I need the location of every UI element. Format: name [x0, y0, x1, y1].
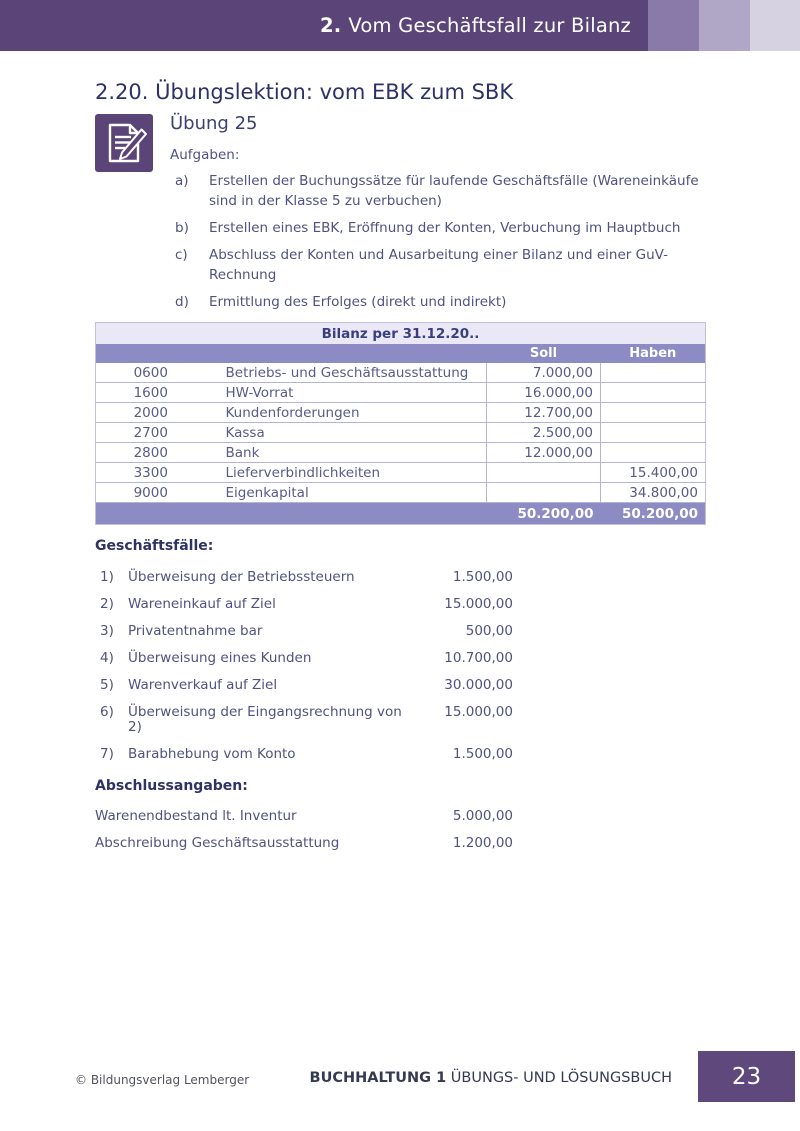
- haben-value: [601, 383, 706, 403]
- page-number-box: [698, 1051, 795, 1102]
- case-number: 7): [100, 746, 114, 762]
- haben-value: 15.400,00: [601, 463, 706, 483]
- haben-value: 34.800,00: [601, 483, 706, 503]
- case-number: 2): [100, 596, 114, 612]
- account-code: 0600: [96, 363, 206, 383]
- band-decor-segment-1: [648, 0, 699, 51]
- header-cell-haben: Haben: [601, 344, 706, 363]
- band-decor-segment-2: [699, 0, 750, 51]
- haben-value: [601, 363, 706, 383]
- account-name: Bank: [206, 443, 487, 463]
- task-label: d): [175, 294, 189, 310]
- account-name: HW-Vorrat: [206, 383, 487, 403]
- task-line: Abschluss der Konten und Ausarbeitung einer Bilanz und einer GuV-: [209, 247, 668, 263]
- task-list: [175, 171, 710, 319]
- section-title: 2.20. Übungslektion: vom EBK zum SBK: [95, 80, 514, 104]
- closing-amount: 1.200,00: [452, 835, 513, 851]
- case-text: Privatentnahme bar: [128, 623, 263, 639]
- copyright-text: © Bildungsverlag Lemberger: [75, 1073, 250, 1087]
- soll-value: [487, 463, 601, 483]
- case-text: Warenverkauf auf Ziel: [128, 677, 278, 693]
- list-item: [95, 678, 513, 693]
- case-amount: 1.500,00: [452, 746, 513, 762]
- total-empty-name: [206, 503, 487, 525]
- list-item: [95, 570, 513, 585]
- account-code: 3300: [96, 463, 206, 483]
- case-number: 5): [100, 677, 114, 693]
- chapter-title: Vom Geschäftsfall zur Bilanz: [348, 14, 631, 37]
- total-empty-code: [96, 503, 206, 525]
- soll-value: 12.000,00: [487, 443, 601, 463]
- task-text: [209, 292, 506, 312]
- chapter-header-band: [0, 0, 800, 51]
- case-text: Überweisung der Eingangsrechnung von 2): [128, 704, 402, 735]
- page-number: 23: [731, 1063, 762, 1090]
- haben-value: [601, 403, 706, 423]
- list-item: [95, 836, 513, 851]
- account-code: 2800: [96, 443, 206, 463]
- soll-value: [487, 483, 601, 503]
- account-name: Kundenforderungen: [206, 403, 487, 423]
- table-title-row: [96, 323, 706, 345]
- case-amount: 15.000,00: [444, 596, 513, 612]
- list-item: [175, 171, 710, 211]
- business-cases-heading: Geschäftsfälle:: [95, 538, 214, 554]
- case-amount: 30.000,00: [444, 677, 513, 693]
- total-haben: 50.200,00: [601, 503, 706, 525]
- table-header-row: [96, 344, 706, 363]
- account-name: Betriebs- und Geschäftsausstattung: [206, 363, 487, 383]
- soll-value: 2.500,00: [487, 423, 601, 443]
- case-number: 3): [100, 623, 114, 639]
- business-cases-section: [95, 538, 513, 774]
- case-text: Überweisung eines Kunden: [128, 650, 312, 666]
- list-item: [175, 245, 710, 285]
- book-title: [310, 1070, 672, 1086]
- task-line: Ermittlung des Erfolges (direkt und indirekt): [209, 294, 507, 310]
- closing-text: Abschreibung Geschäftsausstattung: [95, 835, 340, 851]
- header-cell-soll: Soll: [487, 344, 601, 363]
- closing-data-heading: Abschlussangaben:: [95, 778, 248, 794]
- case-text: Wareneinkauf auf Ziel: [128, 596, 276, 612]
- haben-value: [601, 443, 706, 463]
- table-row: [96, 463, 706, 483]
- task-text: [209, 218, 680, 238]
- account-name: Kassa: [206, 423, 487, 443]
- task-line: sind in der Klasse 5 zu verbuchen): [209, 193, 442, 209]
- task-line: Erstellen der Buchungssätze für laufende Geschäftsfälle (Wareneinkäufe: [209, 173, 699, 189]
- case-amount: 500,00: [465, 623, 513, 639]
- soll-value: 16.000,00: [487, 383, 601, 403]
- account-code: 9000: [96, 483, 206, 503]
- task-line: Rechnung: [209, 267, 277, 283]
- exercise-title: Übung 25: [170, 113, 258, 134]
- soll-value: 12.700,00: [487, 403, 601, 423]
- list-item: [95, 747, 513, 762]
- closing-data-section: [95, 778, 513, 863]
- chapter-number: 2.: [320, 14, 342, 37]
- tasks-label: Aufgaben:: [170, 147, 240, 163]
- case-text: Überweisung der Betriebssteuern: [128, 569, 355, 585]
- balance-table: [95, 322, 706, 525]
- header-cell-name: [206, 344, 487, 363]
- task-label: c): [175, 247, 188, 263]
- task-line: Erstellen eines EBK, Eröffnung der Konten, Verbuchung im Hauptbuch: [209, 220, 681, 236]
- case-amount: 1.500,00: [452, 569, 513, 585]
- case-text: Barabhebung vom Konto: [128, 746, 296, 762]
- book-title-rest: ÜBUNGS- UND LÖSUNGSBUCH: [446, 1070, 672, 1086]
- list-item: [175, 292, 710, 312]
- table-title: Bilanz per 31.12.20..: [96, 323, 706, 345]
- closing-text: Warenendbestand lt. Inventur: [95, 808, 297, 824]
- header-cell-code: [96, 344, 206, 363]
- table-row: [96, 443, 706, 463]
- case-number: 6): [100, 704, 114, 720]
- table-row: [96, 363, 706, 383]
- list-item: [95, 624, 513, 639]
- haben-value: [601, 423, 706, 443]
- account-code: 1600: [96, 383, 206, 403]
- task-text: [209, 171, 699, 211]
- band-decor-segment-3: [750, 0, 800, 51]
- account-code: 2000: [96, 403, 206, 423]
- document-pencil-icon: [95, 114, 153, 172]
- case-number: 1): [100, 569, 114, 585]
- list-item: [95, 705, 513, 735]
- list-item: [175, 218, 710, 238]
- table-row: [96, 403, 706, 423]
- case-amount: 15.000,00: [444, 704, 513, 720]
- chapter-title-bar: [0, 0, 648, 51]
- list-item: [95, 597, 513, 612]
- table-row: [96, 423, 706, 443]
- case-amount: 10.700,00: [444, 650, 513, 666]
- table-row: [96, 483, 706, 503]
- soll-value: 7.000,00: [487, 363, 601, 383]
- book-title-bold: BUCHHALTUNG 1: [309, 1070, 447, 1086]
- list-item: [95, 809, 513, 824]
- task-label: a): [175, 173, 189, 189]
- account-code: 2700: [96, 423, 206, 443]
- case-number: 4): [100, 650, 114, 666]
- list-item: [95, 651, 513, 666]
- total-soll: 50.200,00: [487, 503, 601, 525]
- table-total-row: [96, 503, 706, 525]
- task-label: b): [175, 220, 189, 236]
- account-name: Eigenkapital: [206, 483, 487, 503]
- closing-amount: 5.000,00: [452, 808, 513, 824]
- account-name: Lieferverbindlichkeiten: [206, 463, 487, 483]
- task-text: [209, 245, 668, 285]
- table-row: [96, 383, 706, 403]
